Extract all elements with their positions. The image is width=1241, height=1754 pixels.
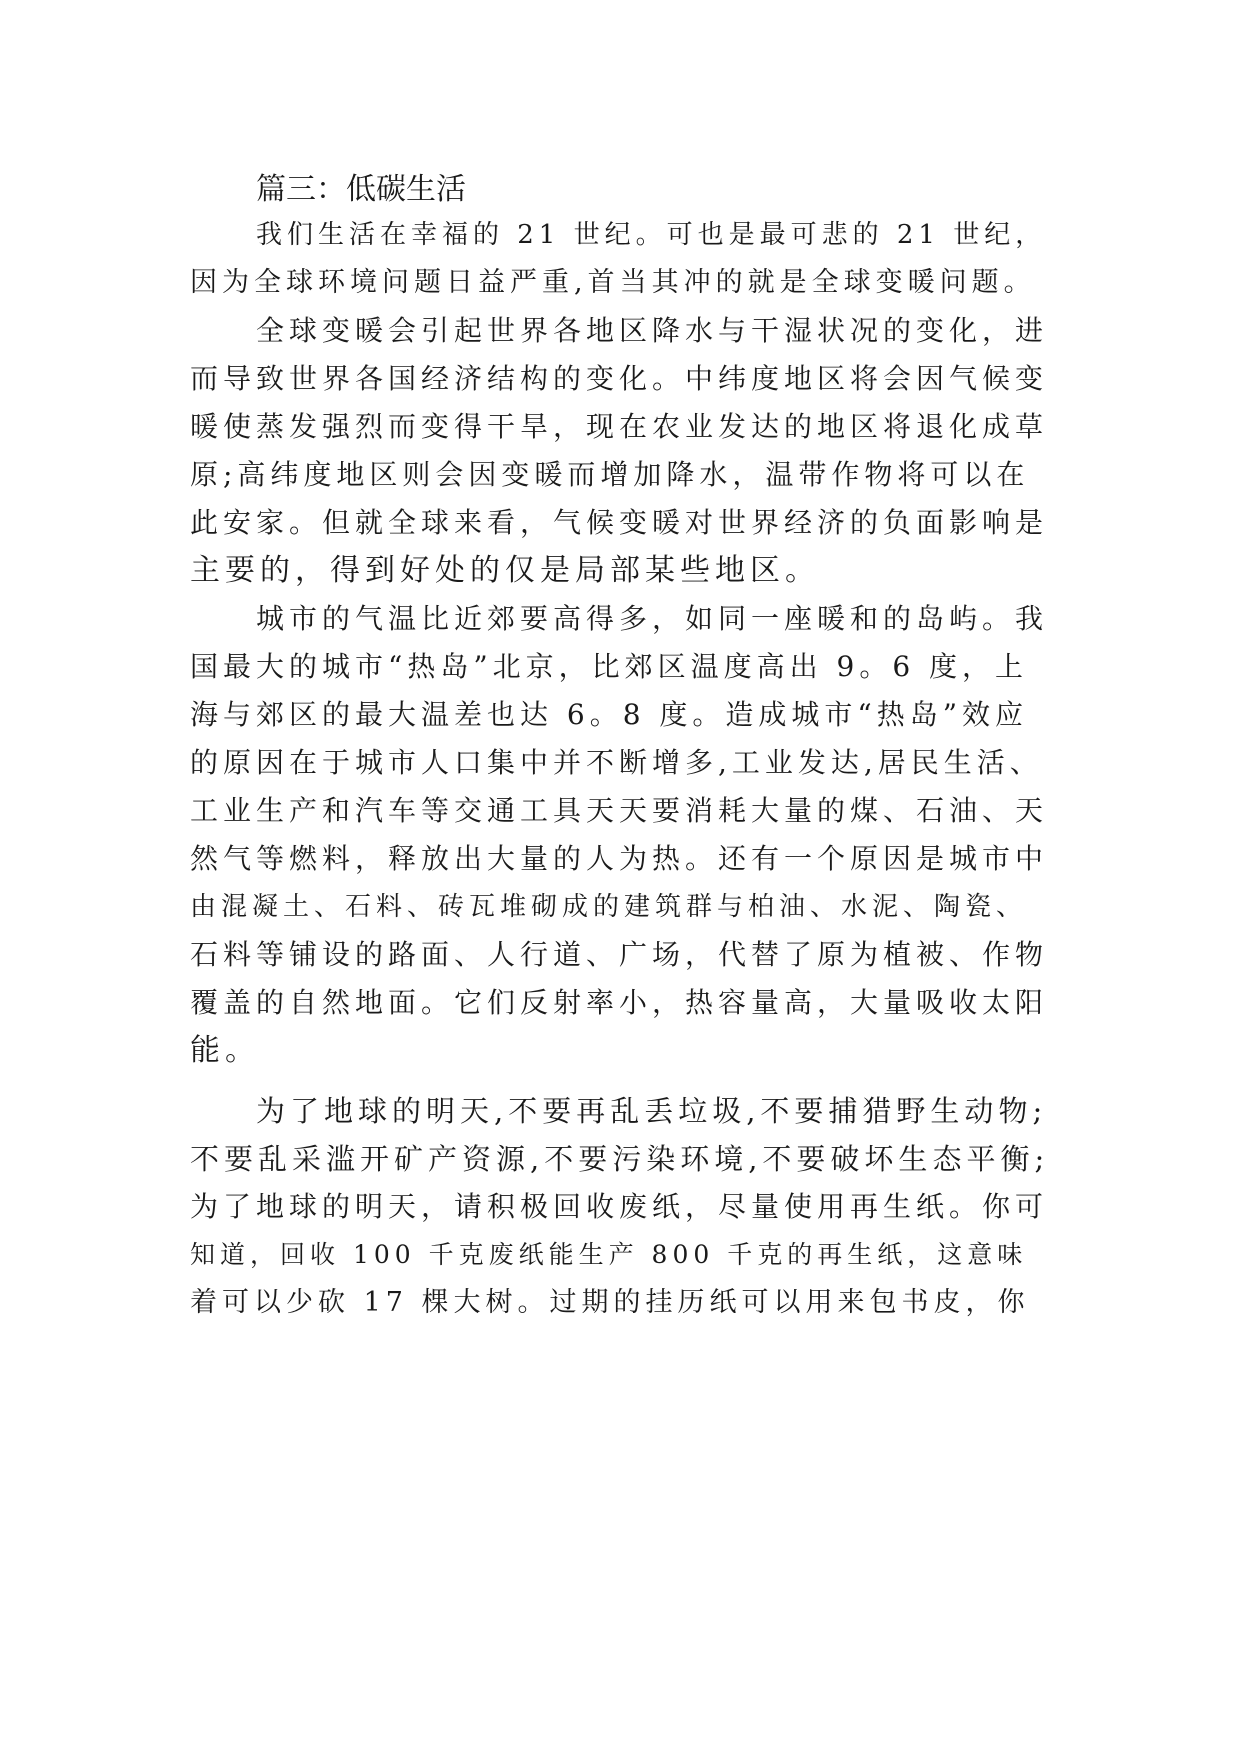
paragraph-line: 知道，回收 100 千克废纸能生产 800 千克的再生纸，这意味 — [190, 1240, 1028, 1269]
paragraph-line: 海与郊区的最大温差也达 6。8 度。造成城市“热岛”效应 — [190, 698, 1029, 731]
paragraph-line: 国最大的城市“热岛”北京，比郊区温度高出 9。6 度，上 — [190, 650, 1029, 683]
paragraph-line: 然气等燃料，释放出大量的人为热。还有一个原因是城市中 — [190, 842, 1049, 875]
paragraph-line: 工业生产和汽车等交通工具天天要消耗大量的煤、石油、天 — [190, 794, 1049, 827]
paragraph-line: 暖使蒸发强烈而变得干旱，现在农业发达的地区将退化成草 — [190, 410, 1049, 443]
paragraph-line: 因为全球环境问题日益严重,首当其冲的就是全球变暖问题。 — [190, 267, 1036, 298]
paragraph-line: 不要乱采滥开矿产资源,不要污染环境,不要破坏生态平衡; — [190, 1142, 1050, 1176]
paragraph-line: 为了地球的明天，请积极回收废纸，尽量使用再生纸。你可 — [190, 1190, 1049, 1223]
paragraph-line: 原;高纬度地区则会因变暖而增加降水，温带作物将可以在 — [190, 458, 1030, 491]
paragraph-line: 的原因在于城市人口集中并不断增多,工业发达,居民生活、 — [190, 746, 1043, 779]
paragraph-line: 城市的气温比近郊要高得多，如同一座暖和的岛屿。我 — [256, 602, 1049, 635]
paragraph-line: 石料等铺设的路面、人行道、广场，代替了原为植被、作物 — [190, 938, 1049, 971]
paragraph-line: 由混凝土、石料、砖瓦堆砌成的建筑群与柏油、水泥、陶瓷、 — [190, 892, 1028, 922]
paragraph-line: 我们生活在幸福的 21 世纪。可也是最可悲的 21 世纪， — [256, 220, 1047, 250]
paragraph-line: 覆盖的自然地面。它们反射率小，热容量高，大量吸收太阳 — [190, 986, 1049, 1019]
paragraph-line: 为了地球的明天,不要再乱丢垃圾,不要捕猎野生动物; — [256, 1094, 1048, 1128]
paragraph-line: 能。 — [190, 1033, 260, 1068]
paragraph-line: 此安家。但就全球来看，气候变暖对世界经济的负面影响是 — [190, 506, 1049, 539]
paragraph-line: 着可以少砍 17 棵大树。过期的挂历纸可以用来包书皮，你 — [190, 1287, 1030, 1318]
paragraph-line: 主要的，得到好处的仅是局部某些地区。 — [190, 553, 820, 588]
paragraph-line: 而导致世界各国经济结构的变化。中纬度地区将会因气候变 — [190, 362, 1049, 395]
paragraph-line: 全球变暖会引起世界各地区降水与干湿状况的变化，进 — [256, 314, 1049, 347]
section-heading: 篇三：低碳生活 — [256, 172, 466, 207]
